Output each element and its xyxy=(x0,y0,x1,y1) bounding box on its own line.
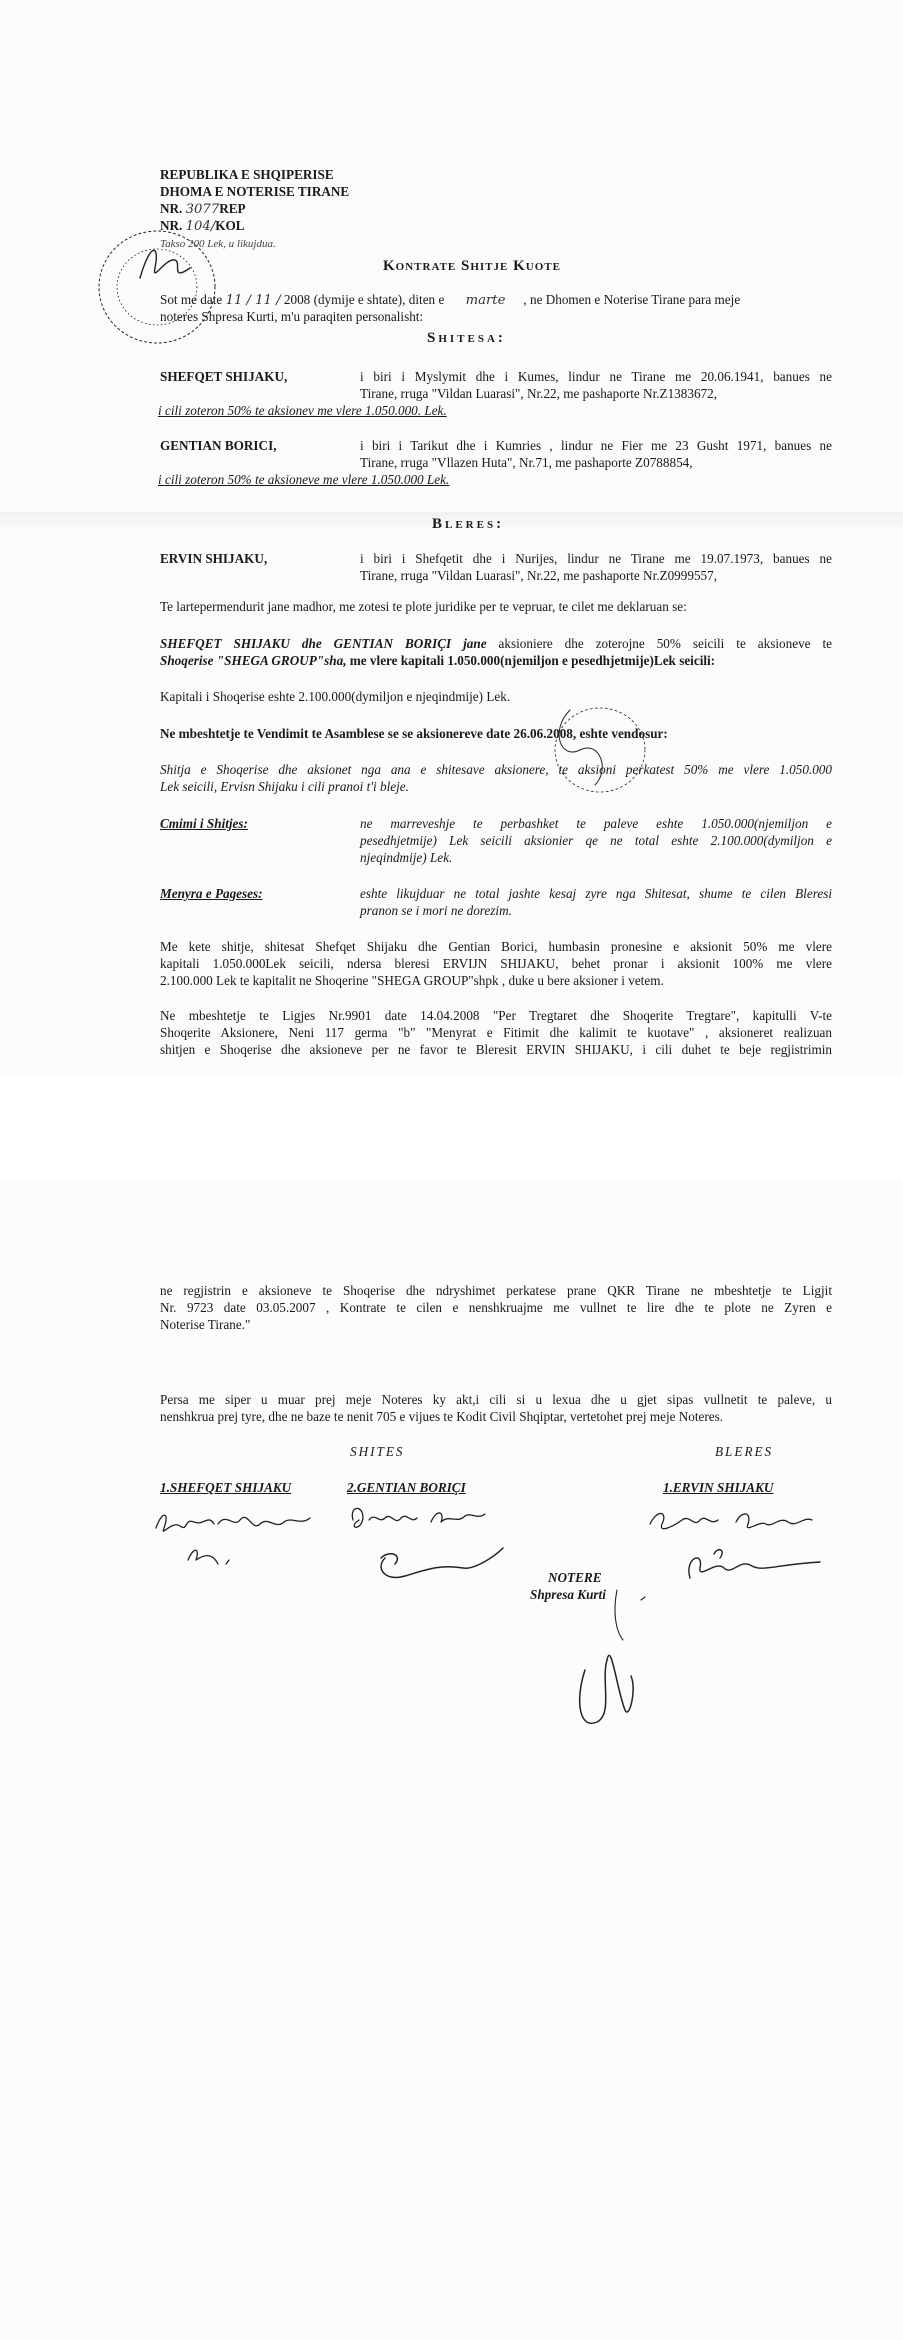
signature-gentian-borici xyxy=(345,1498,525,1588)
seller-2-line-1: i biri i Tarikut dhe i Kumries , lindur ne Fier me 23 Gusht 1971, banues ne xyxy=(360,438,832,453)
law-line-2: Shoqerite Aksionere, Neni 117 germa "b" "Menyrat e Fitimit dhe kalimit te kuotave" , aksioneret realizuan xyxy=(160,1025,832,1040)
sale-line-1: Shitja e Shoqerise dhe aksionet nga ana e shitesave aksionere, te aksioni perkatest 50% me vlere 1.050.000 xyxy=(160,762,832,777)
price-line-2: pesedhjetmije) Lek seicili aksionier qe ne total eshte 2.100.000(dymiljon e xyxy=(360,833,832,848)
buyer-line-1: i biri i Shefqetit dhe i Nurijes, lindur ne Tirane me 19.07.1973, banues ne xyxy=(360,551,832,566)
header-nr-rep: NR. 3077REP xyxy=(160,201,246,217)
law-line-1: Ne mbeshtetje te Ligjes Nr.9901 date 14.04.2008 "Per Tregtaret dhe Shoqerite Tregtare", kapitulli V-te xyxy=(160,1008,832,1023)
header-chamber: DHOMA E NOTERISE TIRANE xyxy=(160,184,350,199)
header-nr-kol: NR. 104/KOL xyxy=(160,218,245,234)
sellers-signature-heading: SHITES xyxy=(350,1444,405,1459)
payment-line-1: eshte likujduar ne total jashte kesaj zyre nga Shitesat, shume te cilen Bleresi xyxy=(360,886,832,901)
price-line-1: ne marreveshje te perbashket te paleve eshte 1.050.000(njemiljon e xyxy=(360,816,832,831)
continuation-line-3: Noterise Tirane." xyxy=(160,1317,251,1332)
nr-rep-handwritten: 3077 xyxy=(185,202,220,217)
signature-shefqet-shijaku xyxy=(148,1498,328,1578)
capacity-statement: Te lartepermendurit jane madhor, me zotesi te plote juridike per te vepruar, te cilet me deklaruan se: xyxy=(160,599,687,614)
final-line-2: nenshkrua prej tyre, dhe ne baze te nenit 705 e vijues te Kodit Civil Shqiptar, vertetohet prej meje Noteres. xyxy=(160,1409,724,1424)
seller-1-share: i cili zoteron 50% te aksionev me vlere 1.050.000. Lek. xyxy=(158,403,447,418)
seller-1-name: SHEFQET SHIJAKU, xyxy=(160,369,288,384)
payment-line-2: pranon se i mori ne dorezim. xyxy=(360,903,512,918)
buyer-signature-heading: BLERES xyxy=(715,1444,774,1459)
sale-line-2: Lek seicili, Ervisn Shijaku i cili pranoi t'i bleje. xyxy=(160,779,409,794)
contract-page-2 xyxy=(0,1180,903,2340)
seller-2-name: GENTIAN BORICI, xyxy=(160,438,277,453)
signature-ervin-shijaku xyxy=(640,1498,840,1598)
transfer-line-2: kapitali 1.050.000Lek seicili, ndersa bleresi ERVIJN SHIJAKU, behet pronar i aksionit 100% me vlere xyxy=(160,956,832,971)
contract-title: Kontrate Shitje Kuote xyxy=(383,258,561,274)
stamp-scribble xyxy=(540,690,660,800)
signatory-2-name: 2.GENTIAN BORIÇI xyxy=(347,1480,466,1495)
continuation-line-1: ne regjistrin e aksioneve te Shoqerise dhe ndryshimet perkatese prane QKR Tirane ne mbeshtetje te Ligjit xyxy=(160,1283,832,1298)
shareholders-line-1: SHEFQET SHIJAKU dhe GENTIAN BORIÇI jane aksioniere dhe zoterojne 50% seicili te aksioneve te xyxy=(160,636,832,651)
intro-line-2: noteres Shpresa Kurti, m'u paraqiten personalisht: xyxy=(160,309,424,324)
assembly-decision: Ne mbeshtetje te Vendimit te Asamblese se se aksionereve date 26.06.2008, eshte vendosur: xyxy=(160,726,668,741)
day-handwritten: marte xyxy=(465,293,506,308)
signatory-1-name: 1.SHEFQET SHIJAKU xyxy=(160,1480,292,1495)
seller-2-share: i cili zoteron 50% te aksioneve me vlere 1.050.000 Lek. xyxy=(158,472,450,487)
buyer-name: ERVIN SHIJAKU, xyxy=(160,551,268,566)
intro-line-1: Sot me date 11 / 11 / 2008 (dymije e shtate), diten e marte , ne Dhomen e Noterise Tirane para meje xyxy=(160,292,741,308)
capital-statement: Kapitali i Shoqerise eshte 2.100.000(dymiljon e njeqindmije) Lek. xyxy=(160,689,511,704)
shareholders-line-2: Shoqerise "SHEGA GROUP"sha, me vlere kapitali 1.050.000(njemiljon e pesedhjetmije)Lek seicili: xyxy=(160,653,716,668)
notary-name: Shpresa Kurti xyxy=(530,1587,606,1602)
tax-note: Takso 200 Lek, u likujdua. xyxy=(160,238,276,250)
final-line-1: Persa me siper u muar prej meje Noteres ky akt,i cili si u lexua dhe u gjet sipas vullnetit te paleve, u xyxy=(160,1392,832,1407)
price-line-3: njeqindmije) Lek. xyxy=(360,850,453,865)
buyer-line-2: Tirane, rruga "Vildan Luarasi", Nr.22, me pashaporte Nr.Z0999557, xyxy=(360,568,718,583)
header-republic: REPUBLIKA E SHQIPERISE xyxy=(160,167,334,182)
date-handwritten: 11 / 11 / xyxy=(225,293,281,308)
contract-page-1 xyxy=(0,0,903,1075)
section-buyer-heading: Bleres: xyxy=(432,516,505,532)
price-label: Cmimi i Shitjes: xyxy=(160,816,248,831)
nr-kol-handwritten: 104/ xyxy=(185,219,216,234)
notary-title: NOTERE xyxy=(548,1570,602,1585)
transfer-line-3: 2.100.000 Lek te kapitalit ne Shoqerine "SHEGA GROUP"shpk , duke u bere aksioner i vetem. xyxy=(160,973,664,988)
law-line-3: shitjen e Shoqerise dhe aksioneve per ne favor te Bleresit ERVIN SHIJAKU, i cili duhet te beje regjistrimin xyxy=(160,1042,832,1057)
seller-1-line-2: Tirane, rruga "Vildan Luarasi", Nr.22, me pashaporte Nr.Z1383672, xyxy=(360,386,718,401)
transfer-line-1: Me kete shitje, shitesat Shefqet Shijaku dhe Gentian Borici, humbasin pronesine e aksionit 50% me vlere xyxy=(160,939,832,954)
notary-initial-signature xyxy=(130,238,200,288)
signatory-3-name: 1.ERVIN SHIJAKU xyxy=(663,1480,774,1495)
signature-notary xyxy=(545,1580,665,1740)
section-sellers-heading: Shitesa: xyxy=(427,330,506,346)
continuation-line-2: Nr. 9723 date 03.05.2007 , Kontrate te cilen e nenshkruajme me vullnet te lire dhe te plote ne Zyren e xyxy=(160,1300,832,1315)
seller-1-line-1: i biri i Myslymit dhe i Kumes, lindur ne Tirane me 20.06.1941, banues ne xyxy=(360,369,832,384)
seller-2-line-2: Tirane, rruga "Vllazen Huta", Nr.71, me pashaporte Z0788854, xyxy=(360,455,693,470)
payment-label: Menyra e Pageses: xyxy=(160,886,263,901)
